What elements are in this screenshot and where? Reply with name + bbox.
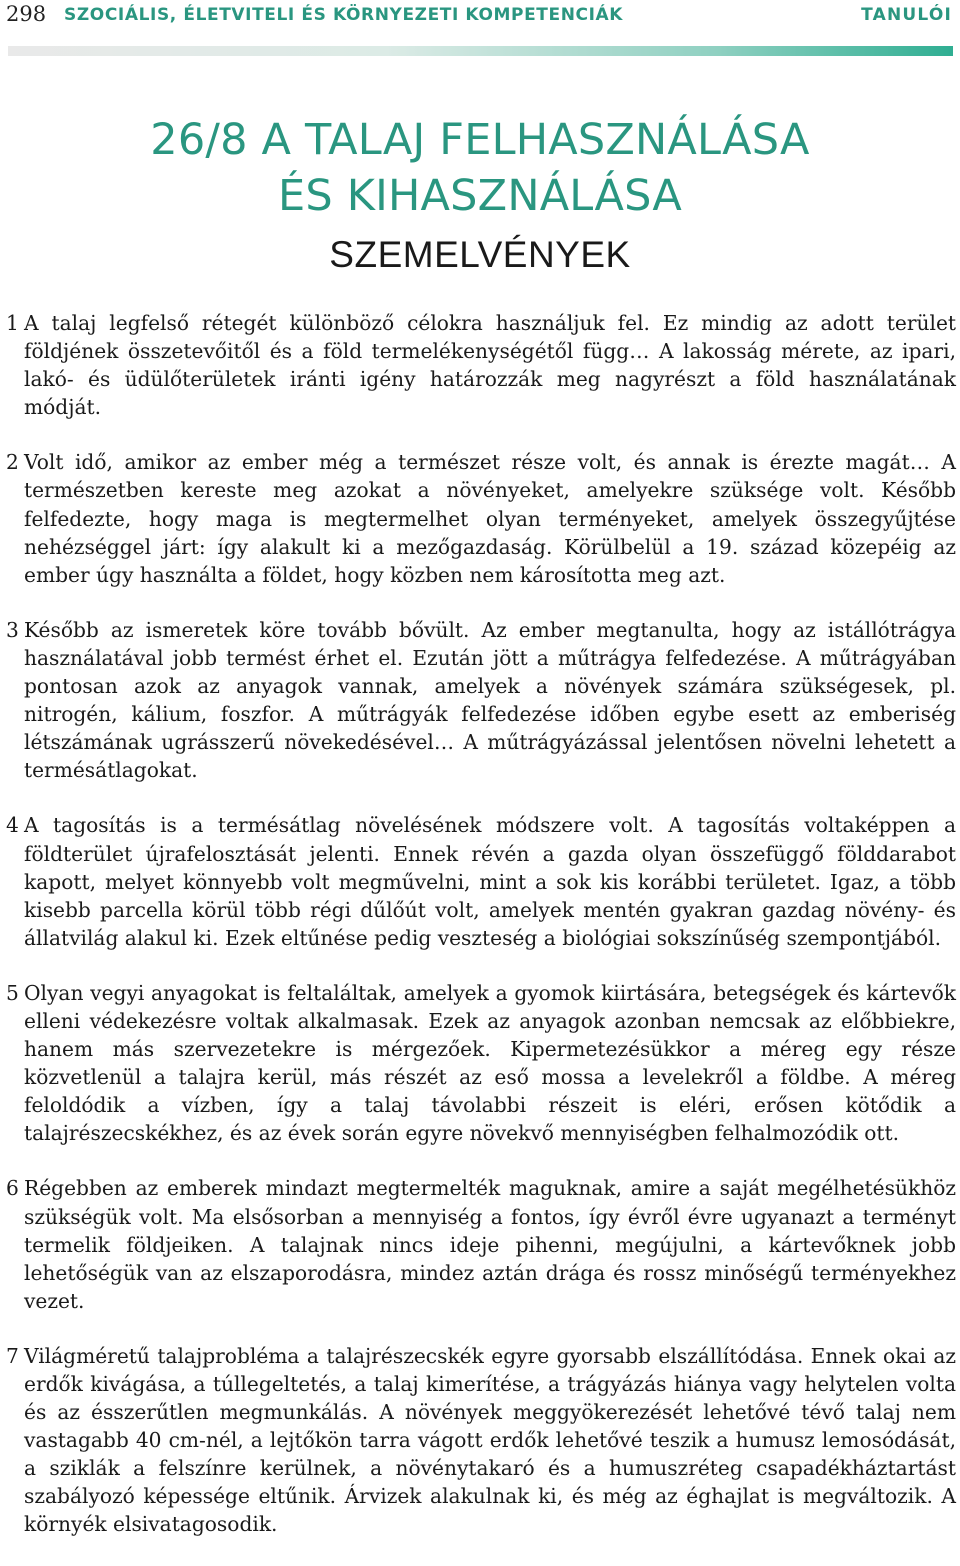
excerpt-list bbox=[6, 309, 956, 1566]
page-number: 298 bbox=[6, 2, 47, 26]
excerpt-paragraph bbox=[6, 1342, 956, 1539]
excerpt-text: Régebben az emberek mindazt megtermelték maguknak, amire a saját megélhetésükhöz szükségük volt. Ma elsősorban a mennyiség a fontos, így évről évre ugyanazt a terményt termelik földjeiken. A talajnak nincs ideje pihenni, megújulni, a kártevőknek jobb lehetőségük van az elszaporodásra, mindez aztán drága és rossz minőségű terményekhez vezet. bbox=[24, 1176, 956, 1313]
excerpt-number: 7 bbox=[6, 1343, 19, 1368]
excerpt-text: A talaj legfelső rétegét különböző célokra használjuk fel. Ez mindig az adott terület földjének összetevőitől és a föld termelékenységétől függ… A lakosság mérete, az ipari, lakó- és üdülőterületek iránti igény határozzák meg nagyrészt a föld használatának módját. bbox=[24, 311, 956, 420]
excerpt-number: 2 bbox=[6, 450, 19, 475]
excerpt-paragraph bbox=[6, 1174, 956, 1314]
excerpt-paragraph bbox=[6, 309, 956, 421]
title-block bbox=[0, 112, 960, 276]
excerpt-text: Később az ismeretek köre tovább bővült. Az ember megtanulta, hogy az istállótrágya használatával jobb termést érhet el. Ezután jött a műtrágya felfedezése. A műtrágyában pontosan azok az anyagok vannak, amelyek a növények számára szükségesek, pl. nitrogén, kálium, foszfor. A műtrágyák felfedezése időben egybe esett az emberiség létszámának ugrásszerű növekedésével… A műtrágyázással jelentősen növelni lehetett a termésátlagokat. bbox=[24, 617, 956, 783]
excerpt-paragraph bbox=[6, 448, 956, 588]
audience-tag: TANULÓI bbox=[861, 5, 952, 25]
excerpt-number: 6 bbox=[6, 1176, 19, 1201]
section-title: SZOCIÁLIS, ÉLETVITELI ÉS KÖRNYEZETI KOMPETENCIÁK bbox=[64, 5, 624, 25]
running-header bbox=[0, 0, 960, 30]
page-title-line-1: 26/8 A TALAJ FELHASZNÁLÁSA bbox=[150, 115, 810, 165]
excerpt-number: 5 bbox=[6, 980, 19, 1005]
page-title-line-2: ÉS KIHASZNÁLÁSA bbox=[278, 171, 682, 221]
excerpt-text: A tagosítás is a termésátlag növelésének módszere volt. A tagosítás voltaképpen a földterület újrafelosztását jelenti. Ennek révén a gazda olyan összefüggő földdarabot kapott, melyet könnyebb volt megművelni, mint a sok kis korábbi területet. Igaz, a több kisebb parcella körül több régi dűlőút volt, amelyek mentén gyakran gazdag növény- és állatvilág alakul ki. Ezek eltűnése pedig veszteség a biológiai sokszínűség szempontjából. bbox=[24, 813, 956, 950]
excerpt-paragraph bbox=[6, 979, 956, 1148]
excerpt-text: Világméretű talajprobléma a talajrészecskék egyre gyorsabb elszállítódása. Ennek okai az erdők kivágása, a túllegeltetés, a talaj kimerítése, a trágyázás hiánya vagy helytelen volta és az ésszerűtlen megmunkálás. A növények meggyökerezését lehetővé tévő talaj nem vastagabb 40 cm-nél, a lejtőkön tarra vágott erdők lehetővé teszik a humusz lemosódását, a sziklák a felszínre kerülnek, a növénytakaró és a humuszréteg csapadékháztartást szabályozó képessége eltűnik. Árvizek alakulnak ki, és még az éghajlat is megváltozik. A környék elsivatagosodik. bbox=[24, 1343, 956, 1537]
excerpt-paragraph bbox=[6, 616, 956, 785]
excerpt-text: Volt idő, amikor az ember még a természet része volt, és annak is érezte magát… A természetben kereste meg azokat a növényeket, amelyekre szüksége volt. Később felfedezte, hogy maga is megtermelhet olyan terményeket, amelyek összegyűjtése nehézséggel járt: így alakult ki a mezőgazdaság. Körülbelül a 19. század közepéig az ember úgy használta a földet, hogy közben nem károsította meg azt. bbox=[24, 450, 956, 587]
excerpt-number: 1 bbox=[6, 311, 19, 335]
excerpt-number: 4 bbox=[6, 813, 19, 838]
excerpt-text: Olyan vegyi anyagokat is feltaláltak, amelyek a gyomok kiirtására, betegségek és kártevők elleni védekezésre voltak alkalmasak. Ezek az anyagok azonban nemcsak az előbbiekre, hanem más szervezetekre is mérgezőek. Kipermetezésükkor a méreg egy része közvetlenül a talajra kerül, más részét az eső mossa a levelekről a földbe. A méreg feloldódik a vízben, így a talaj távolabbi részeit is eléri, erősen kötődik a talajrészecskékhez, és az évek során egyre növekvő mennyiségben felhalmozódik ott. bbox=[24, 980, 956, 1146]
excerpt-paragraph bbox=[6, 811, 956, 951]
excerpt-number: 3 bbox=[6, 617, 19, 642]
page-subtitle: SZEMELVÉNYEK bbox=[329, 234, 631, 275]
header-divider bbox=[8, 46, 953, 56]
